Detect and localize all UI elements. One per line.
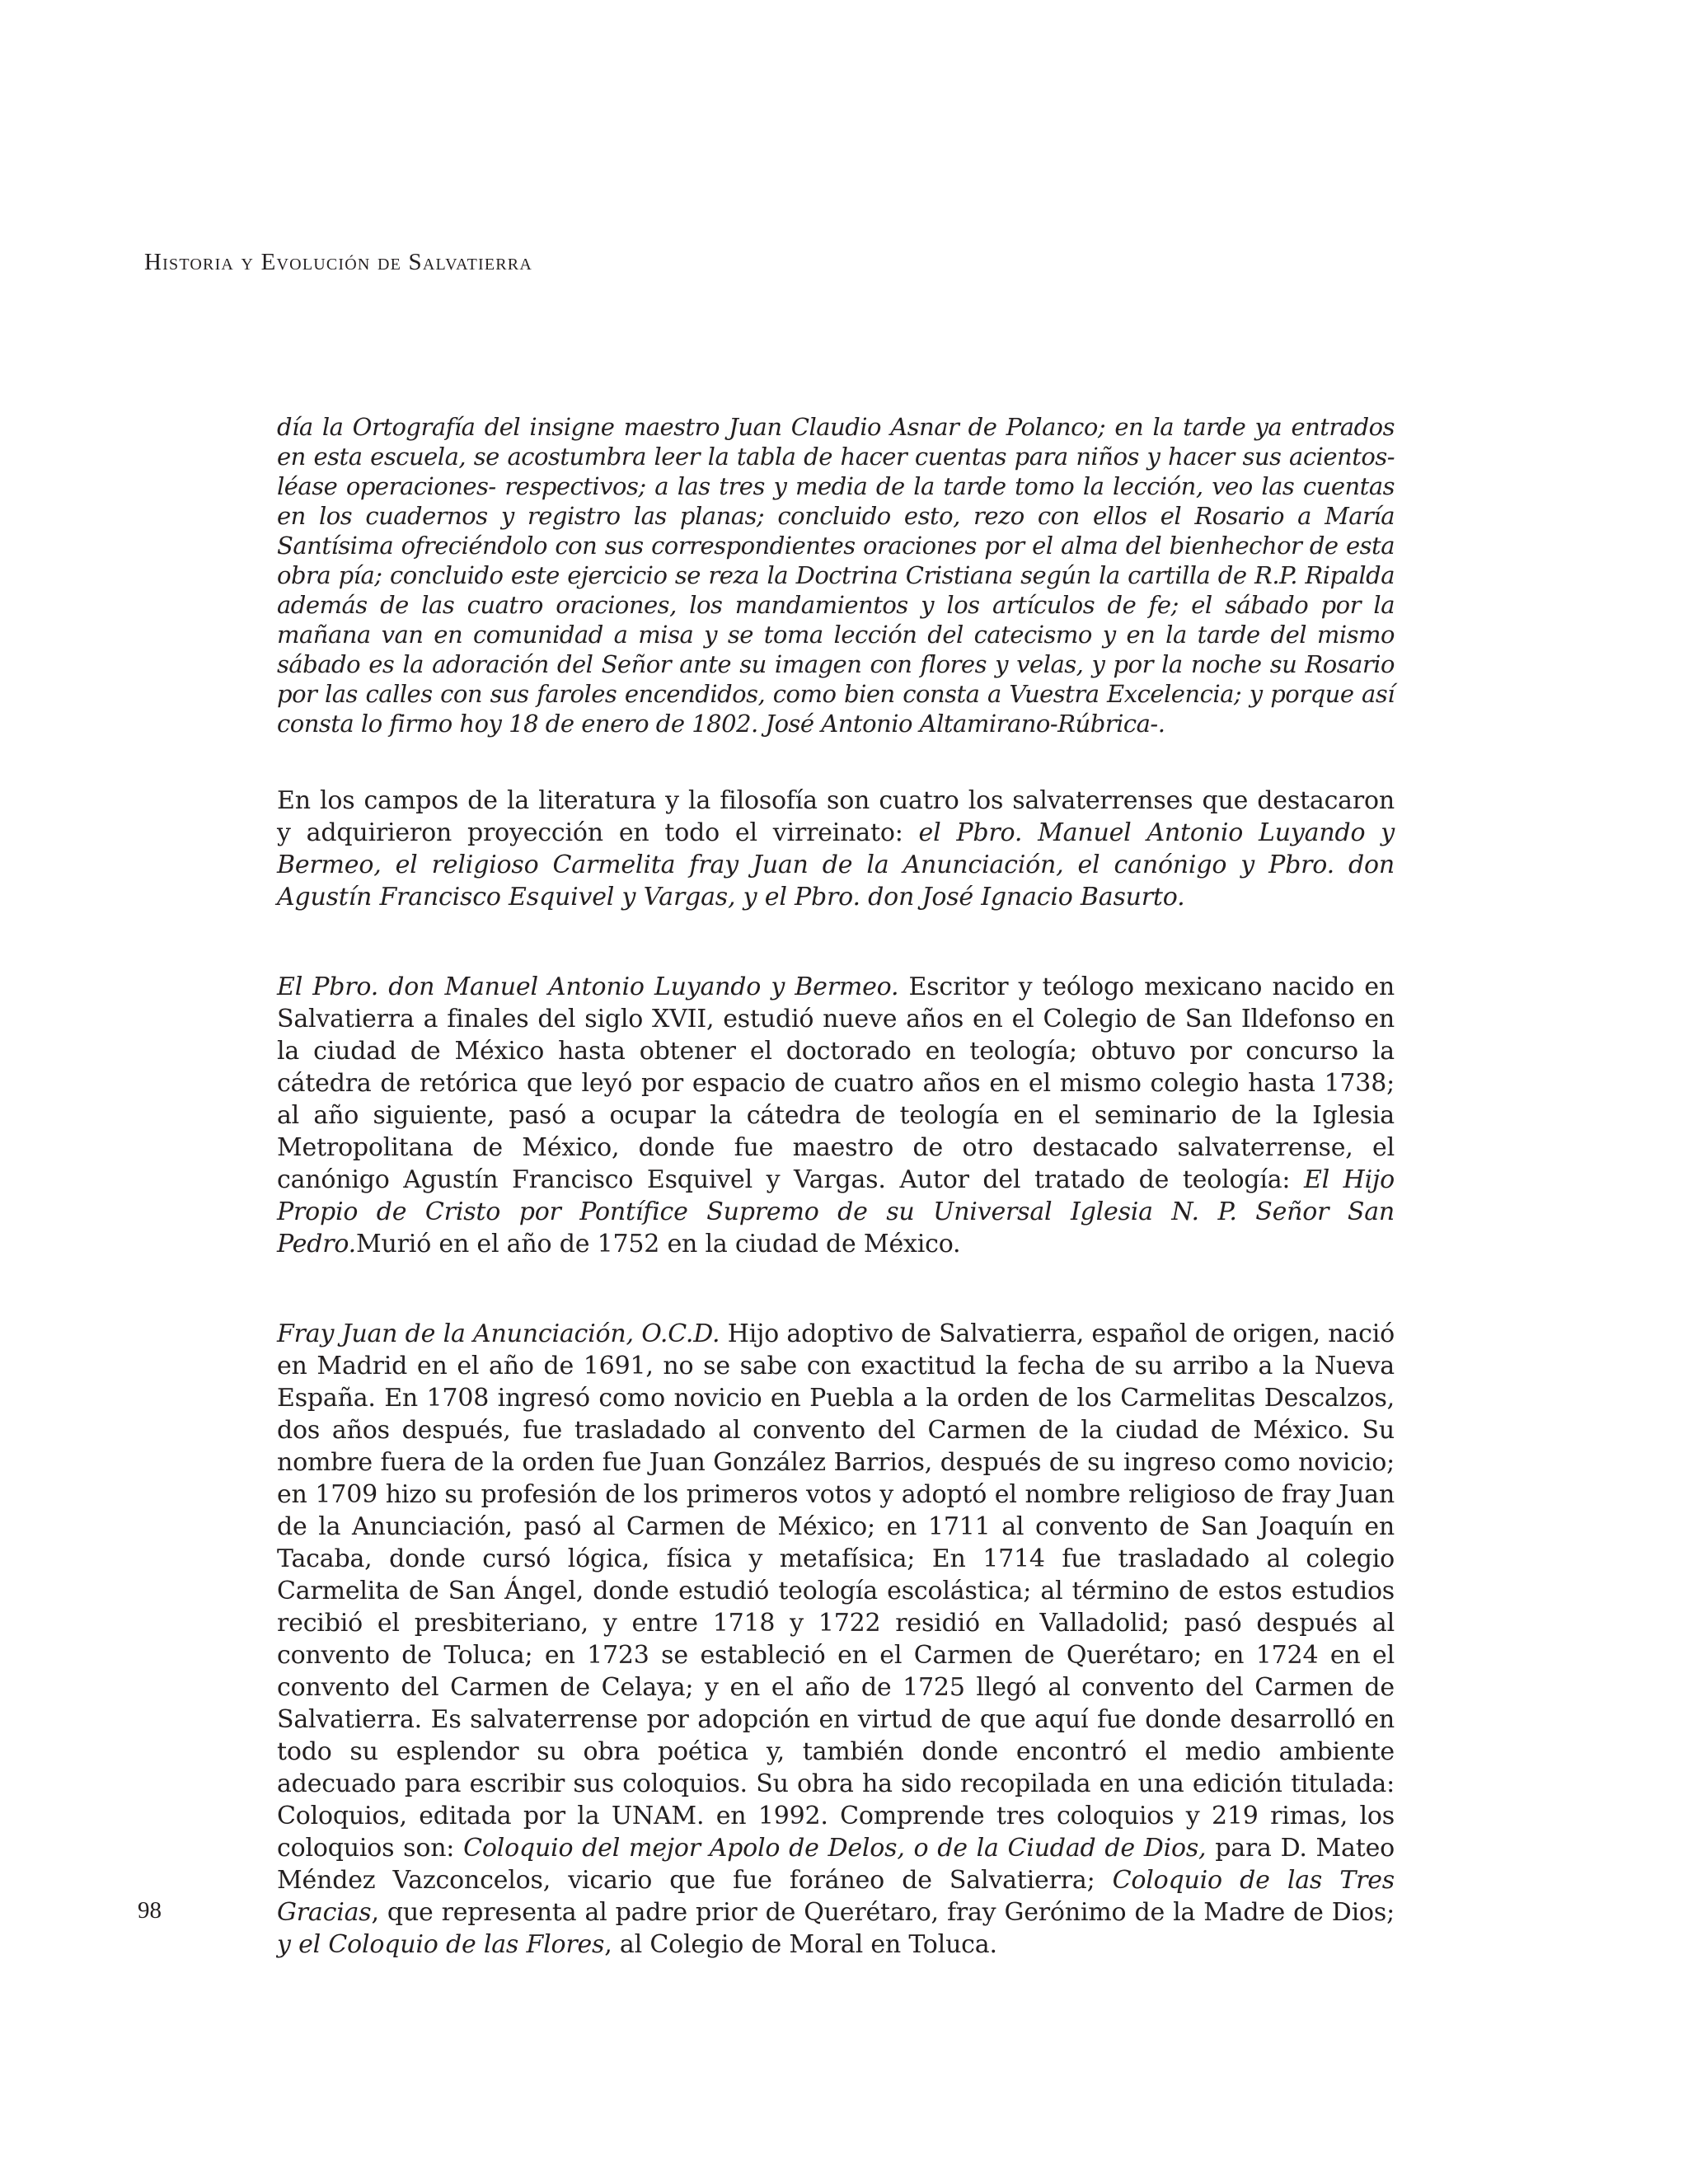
anunciacion-text-4: , al Colegio de Moral en Toluca. bbox=[604, 1930, 997, 1959]
anunciacion-text-3: , que representa al padre prior de Querétaro, fray Gerónimo de la Madre de Dios; bbox=[371, 1898, 1395, 1927]
body-text bbox=[277, 412, 1395, 1961]
coloquio-apolo-title: Coloquio del mejor Apolo de Delos, o de la Ciudad de Dios, bbox=[463, 1834, 1207, 1863]
luyando-text: Escritor y teólogo mexicano nacido en Salvatierra a finales del siglo XVII, estudió nueve años en el Colegio de San Ildefonso en la ciudad de México hasta obtener el doctorado en teología; obtuvo por concurso la cátedra de retórica que leyó por espacio de cuatro años en el mismo colegio hasta 1738; al año siguiente, pasó a ocupar la cátedra de teología en el seminario de la Iglesia Metropolitana de México, donde fue maestro de otro destacado salvaterrense, el canónigo Agustín Francisco Esquivel y Vargas. Autor del tratado de teología: bbox=[277, 972, 1395, 1194]
anunciacion-text: Hijo adoptivo de Salvatierra, español de origen, nació en Madrid en el año de 1691, no se sabe con exactitud la fecha de su arribo a la Nueva España. En 1708 ingresó como novicio en Puebla a la orden de los Carmelitas Descalzos, dos años después, fue trasladado al convento del Carmen de la ciudad de México. Su nombre fuera de la orden fue Juan González Barrios, después de su ingreso como novicio; en 1709 hizo su profesión de los primeros votos y adoptó el nombre religioso de fray Juan de la Anunciación, pasó al Carmen de México; en 1711 al convento de San Joaquín en Tacaba, donde cursó lógica, física y metafísica; En 1714 fue trasladado al colegio Carmelita de San Ángel, donde estudió teología escolástica; al término de estos estudios recibió el presbiteriano, y entre 1718 y 1722 residió en Valladolid; pasó después al convento de Toluca; en 1723 se estableció en el Carmen de Querétaro; en 1724 en el convento del Carmen de Celaya; y en el año de 1725 llegó al convento del Carmen de Salvatierra. Es salvaterrense por adopción en virtud de que aquí fue donde desarrolló en todo su esplendor su obra poética y, también donde encontró el medio ambiente adecuado para escribir sus coloquios. Su obra ha sido recopilada en una edición titulada: Coloquios, editada por la UNAM. en 1992. Comprende tres coloquios y 219 rimas, los coloquios son: bbox=[277, 1319, 1395, 1863]
luyando-work-title: El Hijo Propio de Cristo por Pontífice Supremo de su Universal Iglesia N. P. Señor San Pedro. bbox=[277, 1165, 1395, 1258]
coloquio-gracias-title: Coloquio de las Tres Gracias bbox=[277, 1866, 1395, 1927]
running-head: Historia y Evolución de Salvatierra bbox=[144, 249, 532, 275]
paragraph-luyando bbox=[277, 971, 1395, 1260]
paragraph-literature bbox=[277, 785, 1395, 913]
page-number: 98 bbox=[138, 1897, 162, 1924]
paragraph-anunciacion bbox=[277, 1318, 1395, 1961]
anunciacion-heading: Fray Juan de la Anunciación, O.C.D. bbox=[277, 1319, 720, 1348]
quoted-document: día la Ortografía del insigne maestro Juan Claudio Asnar de Polanco; en la tarde ya entrados en esta escuela, se acostumbra leer la tabla de hacer cuentas para niños y hacer sus acientos-léase operaciones- respectivos; a las tres y media de la tarde tomo la lección, veo las cuentas en los cuadernos y registro las planas; concluido esto, rezo con ellos el Rosario a María Santísima ofreciéndolo con sus correspondientes oraciones por el alma del bienhechor de esta obra pía; concluido este ejercicio se reza la Doctrina Cristiana según la cartilla de R.P. Ripalda además de las cuatro oraciones, los mandamientos y los artículos de fe; el sábado por la mañana van en comunidad a misa y se toma lección del catecismo y en la tarde del mismo sábado es la adoración del Señor ante su imagen con flores y velas, y por la noche su Rosario por las calles con sus faroles encendidos, como bien consta a Vuestra Excelencia; y porque así consta lo firmo hoy 18 de enero de 1802. José Antonio Altamirano-Rúbrica-. bbox=[277, 413, 1395, 738]
anunciacion-text-2: para D. Mateo Méndez Vazconcelos, vicario que fue foráneo de Salvatierra; bbox=[277, 1834, 1395, 1895]
coloquio-flores-title: y el Coloquio de las Flores bbox=[277, 1930, 605, 1959]
luyando-text-tail: Murió en el año de 1752 en la ciudad de México. bbox=[356, 1230, 961, 1258]
paragraph-literature-text: En los campos de la literatura y la filosofía son cuatro los salvaterrenses que destacaron y adquirieron proyección en todo el virreinato: bbox=[277, 786, 1395, 847]
luyando-heading: El Pbro. don Manuel Antonio Luyando y Bermeo. bbox=[277, 972, 899, 1001]
salvaterrenses-list: el Pbro. Manuel Antonio Luyando y Bermeo, el religioso Carmelita fray Juan de la Anunciación, el canónigo y Pbro. don Agustín Francisco Esquivel y Vargas, y el Pbro. don José Ignacio Basurto. bbox=[277, 818, 1395, 912]
